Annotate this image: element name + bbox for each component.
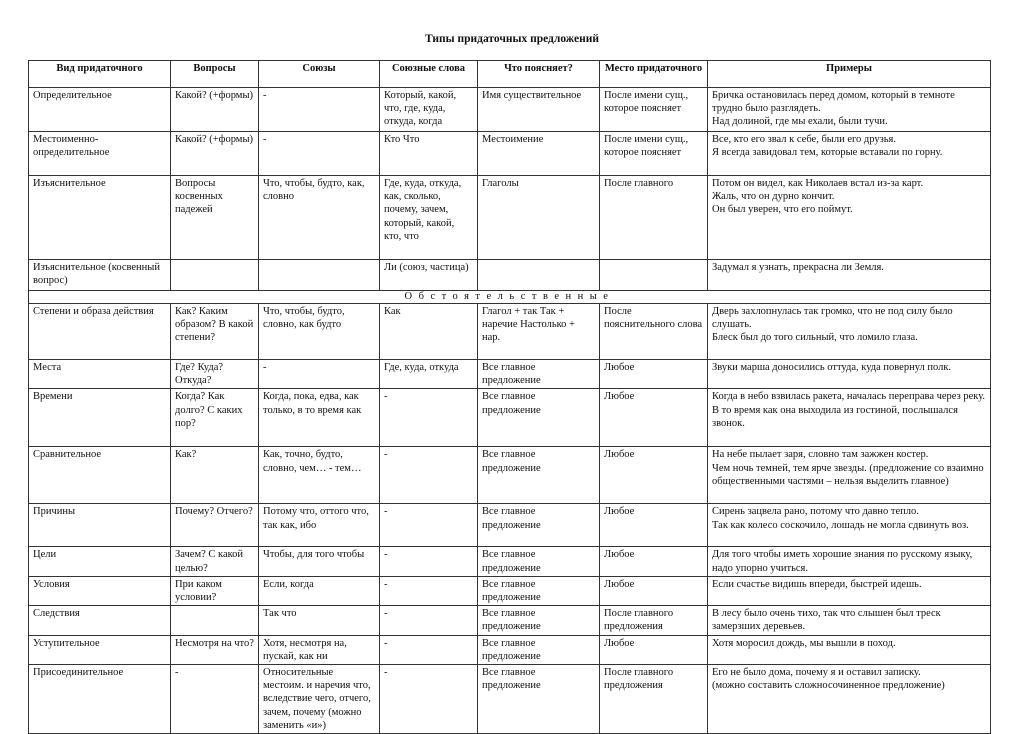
example-sentence: Для того чтобы иметь хорошие знания по русскому языку, надо упорно учиться.: [712, 549, 973, 574]
place-cell: Любое: [600, 504, 708, 547]
example-sentence: Сирень зацвела рано, потому что давно тепло.: [712, 506, 919, 518]
place-cell: Любое: [600, 389, 708, 447]
examples-cell: [708, 176, 991, 260]
col-header-conjunctions: Союзы: [259, 61, 380, 88]
conjunctions-cell: Так что: [259, 606, 380, 635]
conj-words-cell: Где, куда, откуда, как, сколько, почему, зачем, который, какой, кто, что: [380, 176, 478, 260]
examples-cell: [708, 447, 991, 504]
conj-words-cell: Ли (союз, частица): [380, 260, 478, 291]
type-cell: Местоименно-определительное: [29, 132, 171, 176]
questions-cell: -: [171, 665, 259, 734]
explains-cell: Глагол + так Так + наречие Настолько + нар.: [478, 304, 600, 360]
conj-words-cell: -: [380, 504, 478, 547]
col-header-examples: Примеры: [708, 61, 991, 88]
place-cell: После имени сущ., которое поясняет: [600, 88, 708, 132]
place-cell: После имени сущ., которое поясняет: [600, 132, 708, 176]
example-sentence: Блеск был до того сильный, что ломило глаза.: [712, 332, 918, 344]
place-cell: Любое: [600, 447, 708, 504]
questions-cell: Когда? Как долго? С каких пор?: [171, 389, 259, 447]
example-sentence: Все, кто его звал к себе, были его друзья.: [712, 134, 897, 145]
place-cell: Любое: [600, 360, 708, 389]
explains-cell: Имя существительное: [478, 88, 600, 132]
type-cell: Места: [29, 360, 171, 389]
table-row: [29, 389, 991, 447]
explains-cell: Все главное предложение: [478, 576, 600, 605]
example-sentence: (можно составить сложносочиненное предложение): [712, 680, 945, 692]
table-row: [29, 547, 991, 576]
example-sentence: Бричка остановилась перед домом, который в темноте трудно было разглядеть.: [712, 90, 955, 115]
explains-cell: [478, 260, 600, 291]
example-sentence: На небе пылает заря, словно там зажжен костер.: [712, 449, 929, 461]
questions-cell: Зачем? С какой целью?: [171, 547, 259, 576]
examples-cell: [708, 260, 991, 291]
conjunctions-cell: Потому что, оттого что, так как, ибо: [259, 504, 380, 547]
conjunctions-cell: Если, когда: [259, 576, 380, 605]
explains-cell: Все главное предложение: [478, 606, 600, 635]
conjunctions-cell: Когда, пока, едва, как только, в то время как: [259, 389, 380, 447]
conjunctions-cell: -: [259, 132, 380, 176]
table-row: [29, 260, 991, 291]
questions-cell: Почему? Отчего?: [171, 504, 259, 547]
conjunctions-cell: Что, чтобы, будто, как, словно: [259, 176, 380, 260]
examples-cell: [708, 132, 991, 176]
examples-cell: [708, 576, 991, 605]
table-row: [29, 665, 991, 734]
example-sentence: Чем ночь темней, тем ярче звезды. (предложение со взаимно общественными частями – нельзя выделить главное): [712, 462, 984, 487]
example-sentence: Так как колесо соскочило, лошадь не могла сдвинуть воз.: [712, 519, 969, 531]
example-sentence: В то время как она выходила из гостиной, послышался звонок.: [712, 404, 958, 429]
conjunctions-cell: Чтобы, для того чтобы: [259, 547, 380, 576]
type-cell: Определительное: [29, 88, 171, 132]
examples-cell: [708, 606, 991, 635]
explains-cell: Местоимение: [478, 132, 600, 176]
questions-cell: Несмотря на что?: [171, 635, 259, 664]
questions-cell: Где? Куда? Откуда?: [171, 360, 259, 389]
table-row: [29, 176, 991, 260]
document-title: Типы придаточных предложений: [425, 33, 599, 45]
examples-cell: [708, 360, 991, 389]
examples-cell: [708, 88, 991, 132]
explains-cell: Все главное предложение: [478, 389, 600, 447]
explains-cell: Все главное предложение: [478, 665, 600, 734]
examples-cell: [708, 304, 991, 360]
examples-cell: [708, 635, 991, 664]
conj-words-cell: -: [380, 447, 478, 504]
conjunctions-cell: [259, 260, 380, 291]
place-cell: После пояснительного слова: [600, 304, 708, 360]
example-sentence: Над долиной, где мы ехали, были тучи.: [712, 116, 888, 128]
col-header-explains: Что поясняет?: [478, 61, 600, 88]
explains-cell: Все главное предложение: [478, 504, 600, 547]
explains-cell: Все главное предложение: [478, 635, 600, 664]
type-cell: Степени и образа действия: [29, 304, 171, 360]
col-header-place: Место придаточного: [600, 61, 708, 88]
example-sentence: Когда в небо взвилась ракета, началась переправа через реку.: [712, 391, 986, 403]
example-sentence: Я всегда завидовал тем, которые вставали по горну.: [712, 147, 943, 159]
type-cell: Следствия: [29, 606, 171, 635]
type-cell: Цели: [29, 547, 171, 576]
questions-cell: Какой? (+формы): [171, 88, 259, 132]
questions-cell: Вопросы косвенных падежей: [171, 176, 259, 260]
place-cell: После главного предложения: [600, 606, 708, 635]
conj-words-cell: Кто Что: [380, 132, 478, 176]
table-row: [29, 635, 991, 664]
conjunctions-cell: Хотя, несмотря на, пускай, как ни: [259, 635, 380, 664]
example-sentence: Жаль, что он дурно кончит.: [712, 191, 835, 203]
conjunctions-cell: Что, чтобы, будто, словно, как будто: [259, 304, 380, 360]
place-cell: Любое: [600, 547, 708, 576]
conj-words-cell: -: [380, 606, 478, 635]
questions-cell: Как?: [171, 447, 259, 504]
example-sentence: Звуки марша доносились оттуда, куда повернул полк.: [712, 362, 952, 373]
explains-cell: Все главное предложение: [478, 547, 600, 576]
example-sentence: Его не было дома, почему я и оставил записку.: [712, 667, 921, 679]
conjunctions-cell: Как, точно, будто, словно, чем… - тем…: [259, 447, 380, 504]
explains-cell: Все главное предложение: [478, 360, 600, 389]
questions-cell: [171, 606, 259, 635]
table-body-circumstantial: [29, 304, 991, 734]
conj-words-cell: -: [380, 547, 478, 576]
examples-cell: [708, 389, 991, 447]
example-sentence: Если счастье видишь впереди, быстрей идешь.: [712, 578, 922, 590]
example-sentence: Дверь захлопнулась так громко, что не под силу было слушать.: [712, 306, 953, 331]
table-row: [29, 132, 991, 176]
questions-cell: Как? Каким образом? В какой степени?: [171, 304, 259, 360]
clauses-table: [28, 60, 991, 734]
conj-words-cell: -: [380, 389, 478, 447]
type-cell: Изъяснительное (косвенный вопрос): [29, 260, 171, 291]
col-header-type: Вид придаточного: [29, 61, 171, 88]
place-cell: [600, 260, 708, 291]
section-row: [29, 291, 991, 304]
example-sentence: В лесу было очень тихо, так что слышен был треск замерзших деревьев.: [712, 608, 941, 633]
conj-words-cell: -: [380, 635, 478, 664]
conj-words-cell: Который, какой, что, где, куда, откуда, когда: [380, 88, 478, 132]
col-header-conj-words: Союзные слова: [380, 61, 478, 88]
table-row: [29, 88, 991, 132]
table-row: [29, 304, 991, 360]
place-cell: После главного предложения: [600, 665, 708, 734]
examples-cell: [708, 665, 991, 734]
section-label: Обстоятельственные: [29, 291, 991, 304]
place-cell: После главного: [600, 176, 708, 260]
conjunctions-cell: Относительные местоим. и наречия что, вследствие чего, отчего, зачем, почему (можно заменить «и»): [259, 665, 380, 734]
conj-words-cell: Как: [380, 304, 478, 360]
questions-cell: Какой? (+формы): [171, 132, 259, 176]
explains-cell: Все главное предложение: [478, 447, 600, 504]
conj-words-cell: -: [380, 665, 478, 734]
place-cell: Любое: [600, 576, 708, 605]
type-cell: Уступительное: [29, 635, 171, 664]
type-cell: Времени: [29, 389, 171, 447]
conj-words-cell: Где, куда, откуда: [380, 360, 478, 389]
col-header-questions: Вопросы: [171, 61, 259, 88]
questions-cell: [171, 260, 259, 291]
table-row: [29, 447, 991, 504]
header-row: [29, 61, 991, 88]
table-row: [29, 360, 991, 389]
example-sentence: Хотя моросил дождь, мы вышли в поход.: [712, 637, 896, 649]
type-cell: Сравнительное: [29, 447, 171, 504]
table-row: [29, 606, 991, 635]
table-row: [29, 576, 991, 605]
type-cell: Причины: [29, 504, 171, 547]
example-sentence: Потом он видел, как Николаев встал из-за карт.: [712, 178, 924, 189]
example-sentence: Задумал я узнать, прекрасна ли Земля.: [712, 262, 884, 273]
questions-cell: При каком условии?: [171, 576, 259, 605]
explains-cell: Глаголы: [478, 176, 600, 260]
conjunctions-cell: -: [259, 360, 380, 389]
example-sentence: Он был уверен, что его поймут.: [712, 204, 853, 216]
conjunctions-cell: -: [259, 88, 380, 132]
examples-cell: [708, 504, 991, 547]
type-cell: Изъяснительное: [29, 176, 171, 260]
table-body-main: [29, 88, 991, 291]
examples-cell: [708, 547, 991, 576]
conj-words-cell: -: [380, 576, 478, 605]
place-cell: Любое: [600, 635, 708, 664]
type-cell: Присоединительное: [29, 665, 171, 734]
type-cell: Условия: [29, 576, 171, 605]
table-row: [29, 504, 991, 547]
